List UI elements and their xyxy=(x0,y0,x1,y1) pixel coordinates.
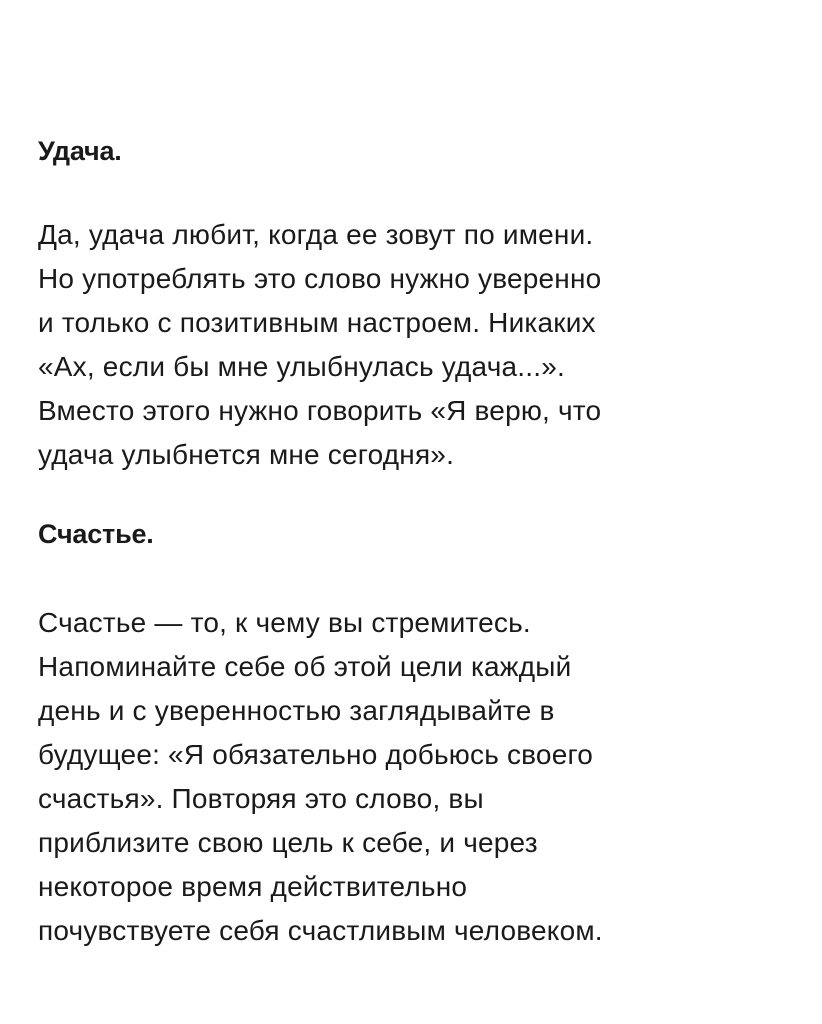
paragraph-line: Вместо этого нужно говорить «Я верю, что xyxy=(38,395,602,426)
section-paragraph-luck xyxy=(38,213,601,477)
paragraph-line: Но употреблять это слово нужно уверенно xyxy=(38,263,602,294)
paragraph-line: почувствуете себя счастливым человеком. xyxy=(38,915,603,946)
paragraph-line: будущее: «Я обязательно добьюсь своего xyxy=(38,739,594,770)
paragraph-line: Счастье — то, к чему вы стремитесь. xyxy=(38,607,531,638)
section-heading-happiness: Счастье. xyxy=(38,519,154,549)
paragraph-line: Да, удача любит, когда ее зовут по имени. xyxy=(38,219,594,250)
section-heading-luck: Удача. xyxy=(38,136,122,166)
paragraph-line: и только с позитивным настроем. Никаких xyxy=(38,307,596,338)
section-paragraph-happiness xyxy=(38,601,603,953)
paragraph-line: приблизите свою цель к себе, и через xyxy=(38,827,538,858)
paragraph-line: день и с уверенностью заглядывайте в xyxy=(38,695,555,726)
paragraph-line: Напоминайте себе об этой цели каждый xyxy=(38,651,572,682)
paragraph-line: «Ах, если бы мне улыбнулась удача...». xyxy=(38,351,565,382)
paragraph-line: удача улыбнется мне сегодня». xyxy=(38,439,455,470)
paragraph-line: некоторое время действительно xyxy=(38,871,468,902)
paragraph-line: счастья». Повторяя это слово, вы xyxy=(38,783,484,814)
